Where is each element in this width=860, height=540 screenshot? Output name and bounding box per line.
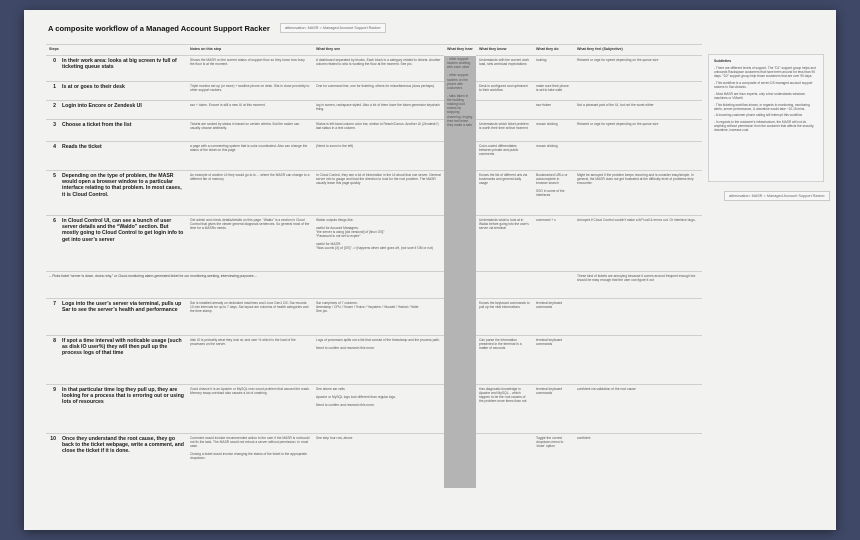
panel-item: - In regards to the customer's infrastructure, the MASR will not do anything without permission from the customer that affects the security, downtime, increase cost. [714, 120, 815, 133]
step-cell: Is at or goes to their desk [59, 82, 187, 101]
step-number: 5 [46, 171, 59, 216]
feel-cell [574, 82, 702, 101]
see-cell: log in screen, rackspace styled. Also a lot of them have the token generator keychain thing. [313, 101, 444, 120]
header-hear: What they hear [444, 45, 476, 56]
table-row [46, 216, 702, 272]
step-cell: Logs into the user’s server via terminal, pulls up Sar to see the server’s health and performance [59, 299, 187, 336]
feel-cell: Relaxed or urge for speed depending on the queue size [574, 120, 702, 142]
see-cell: One for command line, one for ticketing, others for miscellaneous (docs perhaps). [313, 82, 444, 101]
header-steps: Steps [46, 45, 187, 56]
panel-item: - This workflow is a composite of seven DS managed account support rackers in San Antonio. [714, 80, 813, 90]
step-cell: In their work area: looks at big screen tv full of ticketing queue stats [59, 56, 187, 82]
table-body [46, 56, 702, 488]
step-number: 10 [46, 434, 59, 488]
table-row [46, 299, 702, 336]
step-cell: In that particular time log they pull up, they are looking for a process that is erroring out or using lots of resources [59, 385, 187, 434]
notes-cell: disk IO is probably what they look at, and user % which is the load of the processes on the server. [187, 336, 313, 385]
do-cell: sso+token [533, 101, 574, 120]
know-cell: Knows the keyboard commands to pull up the vital informations [476, 299, 533, 336]
notes-cell: sso + token. Encore is still a new UI at this moment. [187, 101, 313, 120]
document-title: A composite workflow of a Managed Account Support Racker [48, 24, 270, 33]
know-cell: Understands which ticket problem is worth their time at that moment [476, 120, 533, 142]
step-cell: Depending on the type of problem, the MASR would open a browser window to a particular interface relating to that problem. In most cases, it is Cloud Control. [59, 171, 187, 216]
feel-cell: Annoyed if Cloud Control couldn't make a API call & errors out. Or interface bugs. [574, 216, 702, 272]
feel-cell: Relaxed or urge for speed depending on the queue size [574, 56, 702, 82]
do-cell: make sure their phone is set to take calls [533, 82, 574, 101]
notes-cell: An example of another UI they would go to is ... where the MASR can change to a different tier of memory [187, 171, 313, 216]
see-cell: Status is left-hand column color bar, similar to Reach/Canon. Another UI (Zendesk?) last status in a text column. [313, 120, 444, 142]
panel-title: Subtleties [714, 59, 732, 63]
see-cell: Sar comprises of 7 columns: timestamp / CPU / %user / %nice / %system / %iowait / %steal / %idle See pic. [313, 299, 444, 336]
step-cell: Once they understand the root cause, they go back to the ticket webpage, write a comment, and close the ticket if it is done. [59, 434, 187, 488]
feel-cell: confident [574, 434, 702, 488]
step-number: 0 [46, 56, 59, 82]
do-cell: Toggle the correct dropdown menu to 'close' option [533, 434, 574, 488]
panel-item: - A incoming customer phone calling will interrupt this workflow [714, 113, 803, 118]
table-row [46, 385, 702, 434]
see-cell: See above sar cells Apache or MySQL logs look different than regular logs. Need to confirm and research this more. [313, 385, 444, 434]
do-cell: terminal keyboard commands [533, 299, 574, 336]
see-cell: In Cloud Control, they see a lot of information in the UI about that one server. General server info to gauge and lead the direction to look for the root problem. The MASR usually leave this page quickly [313, 171, 444, 216]
step-cell: In Cloud Control UI, can see a bunch of user server details and the “Waldo” section. But mostly going to Cloud Control to get login info to get into user’s server [59, 216, 187, 272]
table-row [46, 101, 702, 120]
header-row [46, 45, 702, 56]
feel-cell [574, 142, 702, 171]
step-number: 6 [46, 216, 59, 272]
know-cell: Knows the list of different urls via bookmarks and general daily usage [476, 171, 533, 216]
table-row [46, 336, 702, 385]
feel-cell: Might be annoyed if the problem keeps recurring and is consider easy/simple. In general, the MASR does not get frustrated at the difficulty level of problems they encounter. [574, 171, 702, 216]
step-cell: Choose a ticket from the list [59, 120, 187, 142]
feel-cell [574, 299, 702, 336]
do-cell: looking [533, 56, 574, 82]
table-row [46, 142, 702, 171]
workflow-table [46, 44, 702, 488]
feel-cell: Not a pleasant part of the UI, but not the worst either [574, 101, 702, 120]
table-row [46, 82, 702, 101]
do-cell [533, 272, 574, 299]
see-cell: Waldo outputs things like: useful for Account Managers: "the server is using [old version#] of [linux OS]" "Password is not set to expire" useful for MASR: "Was cuonfc [X] of [OS]" -> (happens when alert goes off, (not sure if OM or not) [313, 216, 444, 272]
feel-cell: These kind of tickets are annoying because it comes around frequent enough but should be easy enough that the user can figure it out [574, 272, 702, 299]
know-cell: Color-coded differentiates between private and public comments [476, 142, 533, 171]
see-cell: See step four row, above [313, 434, 444, 488]
know-cell [476, 101, 533, 120]
step-number: 8 [46, 336, 59, 385]
header-do: What they do [533, 45, 574, 56]
step-number: 9 [46, 385, 59, 434]
table-row [46, 272, 702, 299]
table-row [46, 434, 702, 488]
see-cell: Logs of processes splits out a list that consist of the timestamp and the process path. Need to confirm and research this more. [313, 336, 444, 385]
step-number: 2 [46, 101, 59, 120]
step-cell: If spot a time interval with noticable usage (such as disk IO user%) they will then pull up the process logs of that time [59, 336, 187, 385]
step-number: 3 [46, 120, 59, 142]
notes-cell: Triple monitor set up (or more) + landline phone on desk. Sits in close proximity to other support rackers. [187, 82, 313, 101]
notes-cell: Comment would include recommended action to the user if the MASR is not/could not fix the task. The MASR would not reboot a server without permission. In most case. Closing a ticket would involve changing the status of the ticket in the appropriate dropdown. [187, 434, 313, 488]
notes-cell: Good chance it is an Apache or MySQL max count problem that caused the crash. Memory swap overload also causes a lot of crashing [187, 385, 313, 434]
panel-item: - Most MASR are linux experts, only a few understands windows machines or VMwell. [714, 91, 805, 100]
do-cell: Bookmarked URLs or autocomplete in browser search SSO in some of the interfaces [533, 171, 574, 216]
know-cell: Desk is configured and optimized to their workflow [476, 82, 533, 101]
notes-cell: Get admin and check details/details on this page. “Waldo” is a section in Cloud Control that gives the viewer general diagnosis sentences. So general most of the time for a MASRs needs. [187, 216, 313, 272]
document-sheet [24, 10, 836, 530]
panel-item: - There are different levels of support. The "D1" support group helps and onboards Rackspace customers that have been around for less than 90 days. "D2" support group help those customers that are over 90 days. [714, 66, 816, 79]
see-cell: (Need to zoom to the left) [313, 142, 444, 171]
header-notes: Notes on this step [187, 45, 313, 56]
panel-items [714, 66, 818, 133]
know-cell: Has diagnostic knowledge in Apache and MySQL... which happen to be the root causes of the problem more times than not [476, 385, 533, 434]
notes-cell: Shows the MASR on the current status of support floor so they know how busy the floor is at the moment. [187, 56, 313, 82]
know-cell: Understands what to look at in Waldo before going into the user's server via terminal [476, 216, 533, 272]
feel-cell [574, 336, 702, 385]
feel-cell: confident via validation of the root cause [574, 385, 702, 434]
do-cell: terminal keyboard commands [533, 336, 574, 385]
step-cell: Reads the ticket [59, 142, 187, 171]
panel-item: - This ticketing workflow shown, in regards to monitoring, monitoring alerts, server performance, & downtime would take ~10-15 mins. [714, 102, 810, 111]
notes-cell: Tickets are ranked by status in based on certain criteria. But the racker can usually choose arbitrarily. [187, 120, 313, 142]
abbreviation-tag: attimovation: MASR = Managed Account Support Racker [280, 23, 386, 33]
notes-cell: Sar is installed already on dedicated machines and Linux Gen1 DS. Sar records 10 min intervals for up to 7 days. Sar layout are columns of health categories and the time stamp. [187, 299, 313, 336]
know-cell: Understands with the current work load, sets workload expectations [476, 56, 533, 82]
know-cell [476, 272, 533, 299]
header-see: What they see [313, 45, 444, 56]
do-cell: mouse clicking [533, 120, 574, 142]
see-cell: A dashboard separated by blocks. Each block is a category related to tickets. Another column related to who is working the floor at the moment. See pic. [313, 56, 444, 82]
do-cell: terminal keyboard commands [533, 385, 574, 434]
section-note-cell: -- Picks ticket “server is down, dunno why,” or Cloud-monitoring alarm-generated ticket for our monitoring-seeking, interviewing purposes -- [46, 272, 444, 299]
header-feel: What they feel (Subjective) [574, 45, 702, 56]
step-number: 4 [46, 142, 59, 171]
step-cell: Login into Encore or Zendesk UI [59, 101, 187, 120]
know-cell [476, 434, 533, 488]
do-cell: command + c [533, 216, 574, 272]
step-number: 7 [46, 299, 59, 336]
table-row [46, 120, 702, 142]
know-cell: Can parse the information presented in the terminal in a matter of seconds [476, 336, 533, 385]
hear-cell: - other support rackers chatting with each other - other support rackers on the phone with customers - talks taken in the building making loud noises by stopping charming, ringing their bell when they make a sale [444, 56, 476, 488]
abbreviation-tag-side: attimovation: MASR = Managed Account Support Racker [724, 191, 830, 201]
notes-cell: a page with a commenting system that is color coordinated. Also can change the status of the ticket on this page [187, 142, 313, 171]
table-row [46, 171, 702, 216]
subtleties-panel [708, 54, 824, 182]
step-number: 1 [46, 82, 59, 101]
do-cell: mouse clicking [533, 142, 574, 171]
table-row [46, 56, 702, 82]
header-know: What they know [476, 45, 533, 56]
